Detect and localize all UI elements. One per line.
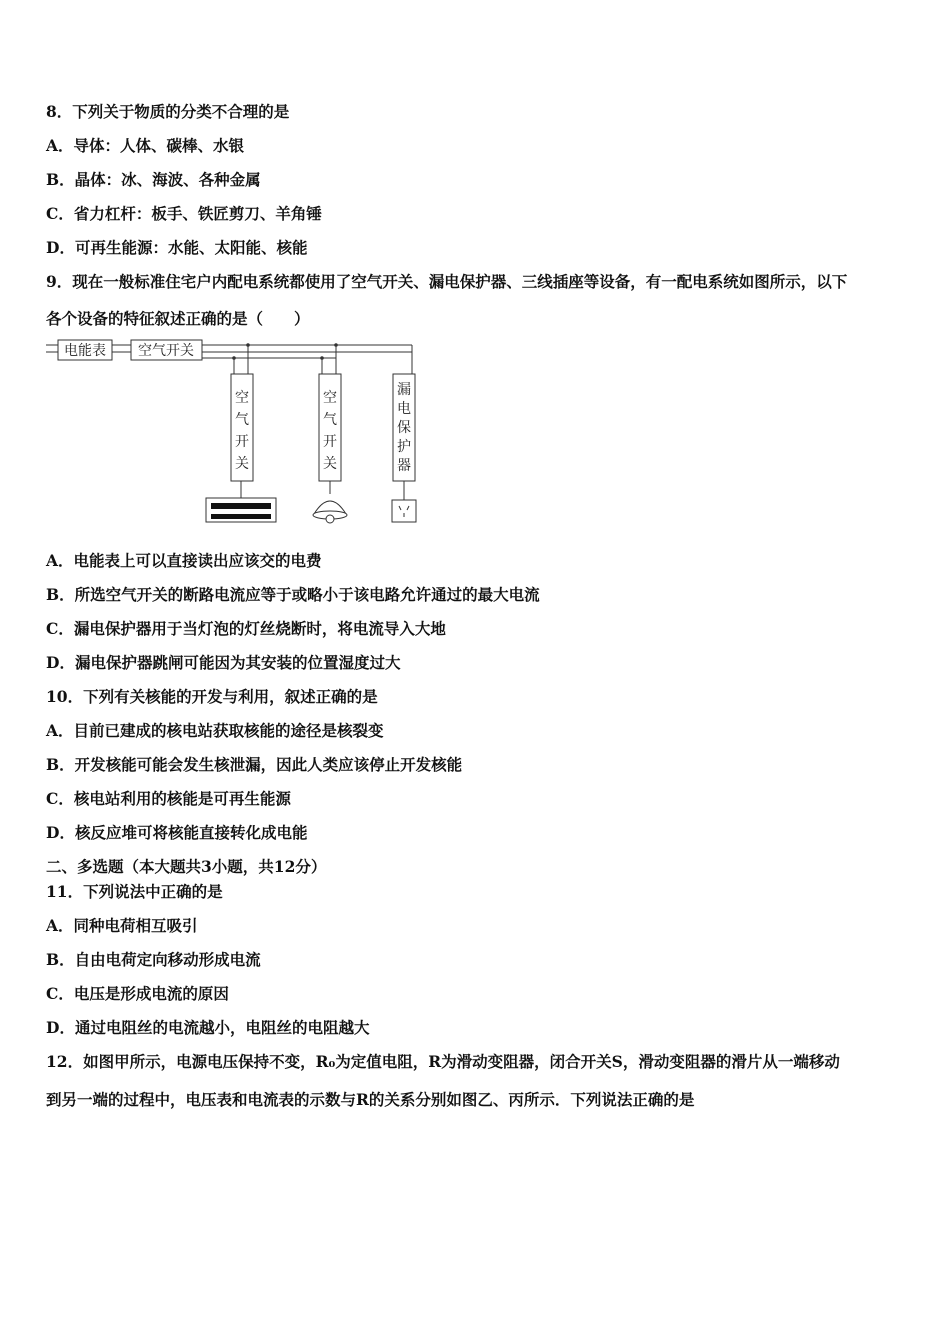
- q9-option-c: C．漏电保护器用于当灯泡的灯丝烧断时，将电流导入大地: [46, 619, 446, 638]
- q9-option-b: B．所选空气开关的断路电流应等于或略小于该电路允许通过的最大电流: [46, 585, 540, 604]
- q10-option-c: C．核电站利用的核能是可再生能源: [46, 789, 291, 808]
- q12-stem-line1: 12．如图甲所示，电源电压保持不变，R₀为定值电阻，R为滑动变阻器，闭合开关S，滑动变阻器的滑片从一端移动: [46, 1052, 840, 1071]
- q8-option-c: C．省力杠杆：板手、铁匠剪刀、羊角锤: [46, 204, 322, 223]
- lamp-icon: [313, 501, 347, 523]
- q11-option-c: C．电压是形成电流的原因: [46, 984, 229, 1003]
- q9-option-a: A．电能表上可以直接读出应该交的电费: [46, 551, 322, 570]
- q11-option-a: A．同种电荷相互吸引: [46, 916, 198, 935]
- q12-stem-line2: 到另一端的过程中，电压表和电流表的示数与R的关系分别如图乙、丙所示．下列说法正确的是: [46, 1090, 695, 1109]
- meter-label: 电能表: [64, 343, 106, 359]
- q10-option-a: A．目前已建成的核电站获取核能的途径是核裂变: [46, 721, 384, 740]
- q11-stem: 11．下列说法中正确的是: [46, 882, 223, 901]
- wiring-diagram: [46, 338, 426, 528]
- q10-option-d: D．核反应堆可将核能直接转化成电能: [46, 823, 308, 842]
- q8-option-a: A．导体：人体、碳棒、水银: [46, 136, 245, 155]
- q10-option-b: B．开发核能可能会发生核泄漏，因此人类应该停止开发核能: [46, 755, 463, 774]
- branch2-label: 空气开关: [323, 390, 337, 472]
- q8-stem: 8．下列关于物质的分类不合理的是: [46, 102, 290, 121]
- q10-stem: 10．下列有关核能的开发与利用，叙述正确的是: [46, 687, 378, 706]
- q11-option-b: B．自由电荷定向移动形成电流: [46, 950, 261, 969]
- q8-option-d: D．可再生能源：水能、太阳能、核能: [46, 238, 308, 257]
- socket-icon: [392, 500, 416, 522]
- main-switch-label: 空气开关: [138, 343, 194, 359]
- q9-option-d: D．漏电保护器跳闸可能因为其安装的位置湿度过大: [46, 653, 401, 672]
- q11-option-d: D．通过电阻丝的电流越小，电阻丝的电阻越大: [46, 1018, 370, 1037]
- branch1-label: 空气开关: [235, 390, 249, 472]
- q9-stem-line2: 各个设备的特征叙述正确的是（ ）: [46, 309, 310, 328]
- branch3-label: 漏电保护器: [397, 382, 411, 474]
- q9-stem-line1: 9．现在一般标准住宅户内配电系统都使用了空气开关、漏电保护器、三线插座等设备，有一配电系统如图所示，以下: [46, 272, 848, 291]
- q8-option-b: B．晶体：冰、海波、各种金属: [46, 170, 261, 189]
- section-heading-multi-choice: 二、多选题（本大题共3小题，共12分）: [46, 857, 327, 876]
